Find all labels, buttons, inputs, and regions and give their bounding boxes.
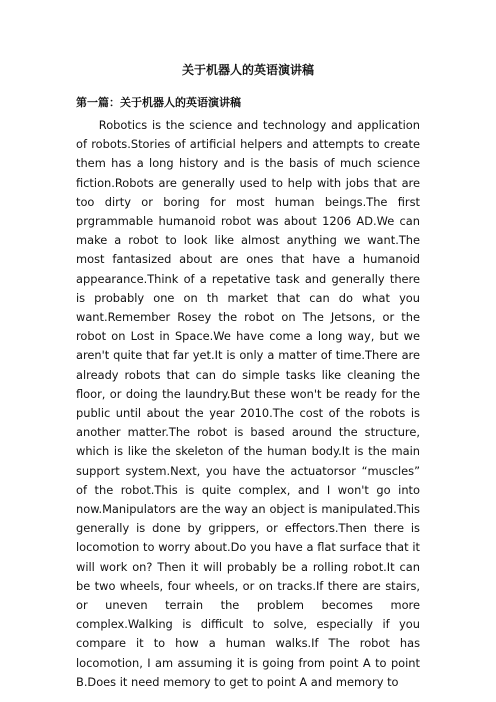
body-paragraph: Robotics is the science and technology and application of robots.Stories of artificial helpers and attempts to create them has a long history and is the basis of much science fiction.Robots are generally used to help with jobs that are too dirty or boring for most human beings.The first prgrammable humanoid robot was about 1206 AD.We can make a robot to look like almost anything we want.The most fantasized about are ones that have a humanoid appearance.Think of a repetative task and generally there is probably one on th market that can do what you want.Remember Rosey the robot on The Jetsons, or the robot on Lost in Space.We have come a long way, but we aren't quite that far yet.It is only a matter of time.There are already robots that can do simple tasks like cleaning the floor, or doing the laundry.But these won't be ready for the public until about the year 2010.The cost of the robots is another matter.The robot is based around the structure, which is like the skeleton of the human body.It is the main support system.Next, you have the actuatorsor “muscles” of the robot.This is quite complex, and I won't go into now.Manipulators are the way an object is manipulated.This generally is done by grippers, or effectors.Then there is locomotion to worry about.Do you have a flat surface that it will work on? Then it will probably be a rolling robot.It can be two wheels, four wheels, or on tracks.If there are stairs, or uneven terrain the problem becomes more complex.Walking is difficult to solve, especially if you compare it to how a human walks.If The robot has locomotion, I am assuming it is going from point A to point B.Does it need memory to get to point A and memory to — [76, 118, 420, 689]
section-heading: 第一篇：关于机器人的英语演讲稿 — [76, 96, 241, 109]
document-title: 关于机器人的英语演讲稿 — [181, 63, 314, 77]
